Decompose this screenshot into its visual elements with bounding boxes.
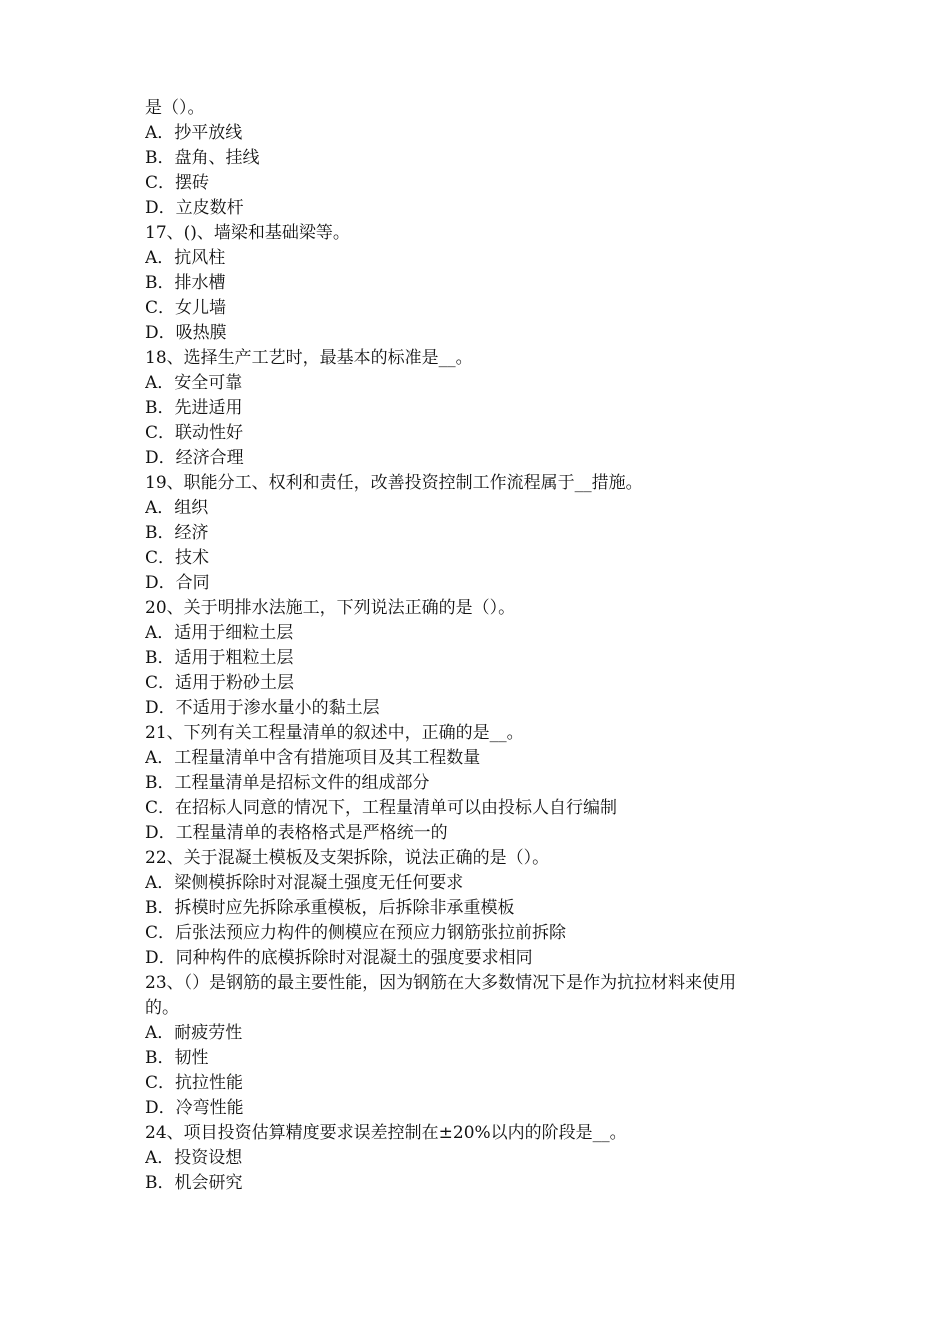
text-line: C．女儿墙: [145, 298, 227, 318]
question-line: 18、选择生产工艺时，最基本的标准是__。: [145, 348, 473, 368]
text-line: A．耐疲劳性: [145, 1023, 243, 1043]
text-line: A．适用于细粒土层: [145, 623, 294, 643]
question-line: 20、关于明排水法施工，下列说法正确的是（）。: [145, 598, 516, 618]
question-line: 21、下列有关工程量清单的叙述中，正确的是__。: [145, 723, 524, 743]
text-line: A．组织: [145, 498, 209, 518]
text-line: A．工程量清单中含有措施项目及其工程数量: [145, 748, 481, 768]
text-line: 的。: [145, 998, 179, 1018]
document-body: [145, 96, 825, 1196]
text-line: D．立皮数杆: [145, 198, 244, 218]
text-line: D．吸热膜: [145, 323, 227, 343]
question-line: 23、（）是钢筋的最主要性能，因为钢筋在大多数情况下是作为抗拉材料来使用: [145, 973, 737, 993]
text-line: B．韧性: [145, 1048, 209, 1068]
question-line: 19、职能分工、权利和责任，改善投资控制工作流程属于__措施。: [145, 473, 643, 493]
text-line: A．梁侧模拆除时对混凝土强度无任何要求: [145, 873, 464, 893]
text-line: B．经济: [145, 523, 209, 543]
text-line: D．冷弯性能: [145, 1098, 244, 1118]
text-line: C．摆砖: [145, 173, 210, 193]
text-line: C．后张法预应力构件的侧模应在预应力钢筋张拉前拆除: [145, 923, 567, 943]
question-line: 24、项目投资估算精度要求误差控制在±20%以内的阶段是__。: [145, 1123, 627, 1143]
text-line: A．抄平放线: [145, 123, 243, 143]
text-line: B．排水槽: [145, 273, 226, 293]
text-line: D．经济合理: [145, 448, 244, 468]
text-line: B．工程量清单是招标文件的组成部分: [145, 773, 430, 793]
text-line: C．技术: [145, 548, 210, 568]
text-line: C．在招标人同意的情况下，工程量清单可以由投标人自行编制: [145, 798, 618, 818]
text-line: B．盘角、挂线: [145, 148, 260, 168]
text-line: D．同种构件的底模拆除时对混凝土的强度要求相同: [145, 948, 533, 968]
text-line: D．合同: [145, 573, 210, 593]
text-line: B．拆模时应先拆除承重模板，后拆除非承重模板: [145, 898, 515, 918]
question-line: 17、()、墙梁和基础梁等。: [145, 223, 350, 243]
text-line: C．联动性好: [145, 423, 244, 443]
text-line: D．工程量清单的表格格式是严格统一的: [145, 823, 448, 843]
text-line: A．抗风柱: [145, 248, 226, 268]
text-line: A．安全可靠: [145, 373, 243, 393]
text-line: B．先进适用: [145, 398, 243, 418]
text-line: C．抗拉性能: [145, 1073, 244, 1093]
text-line: B．适用于粗粒土层: [145, 648, 294, 668]
text-line: C．适用于粉砂土层: [145, 673, 295, 693]
text-line: 是（）。: [145, 98, 205, 118]
text-line: A．投资设想: [145, 1148, 243, 1168]
question-line: 22、关于混凝土模板及支架拆除，说法正确的是（）。: [145, 848, 550, 868]
text-line: B．机会研究: [145, 1173, 243, 1193]
text-line: D．不适用于渗水量小的黏土层: [145, 698, 380, 718]
